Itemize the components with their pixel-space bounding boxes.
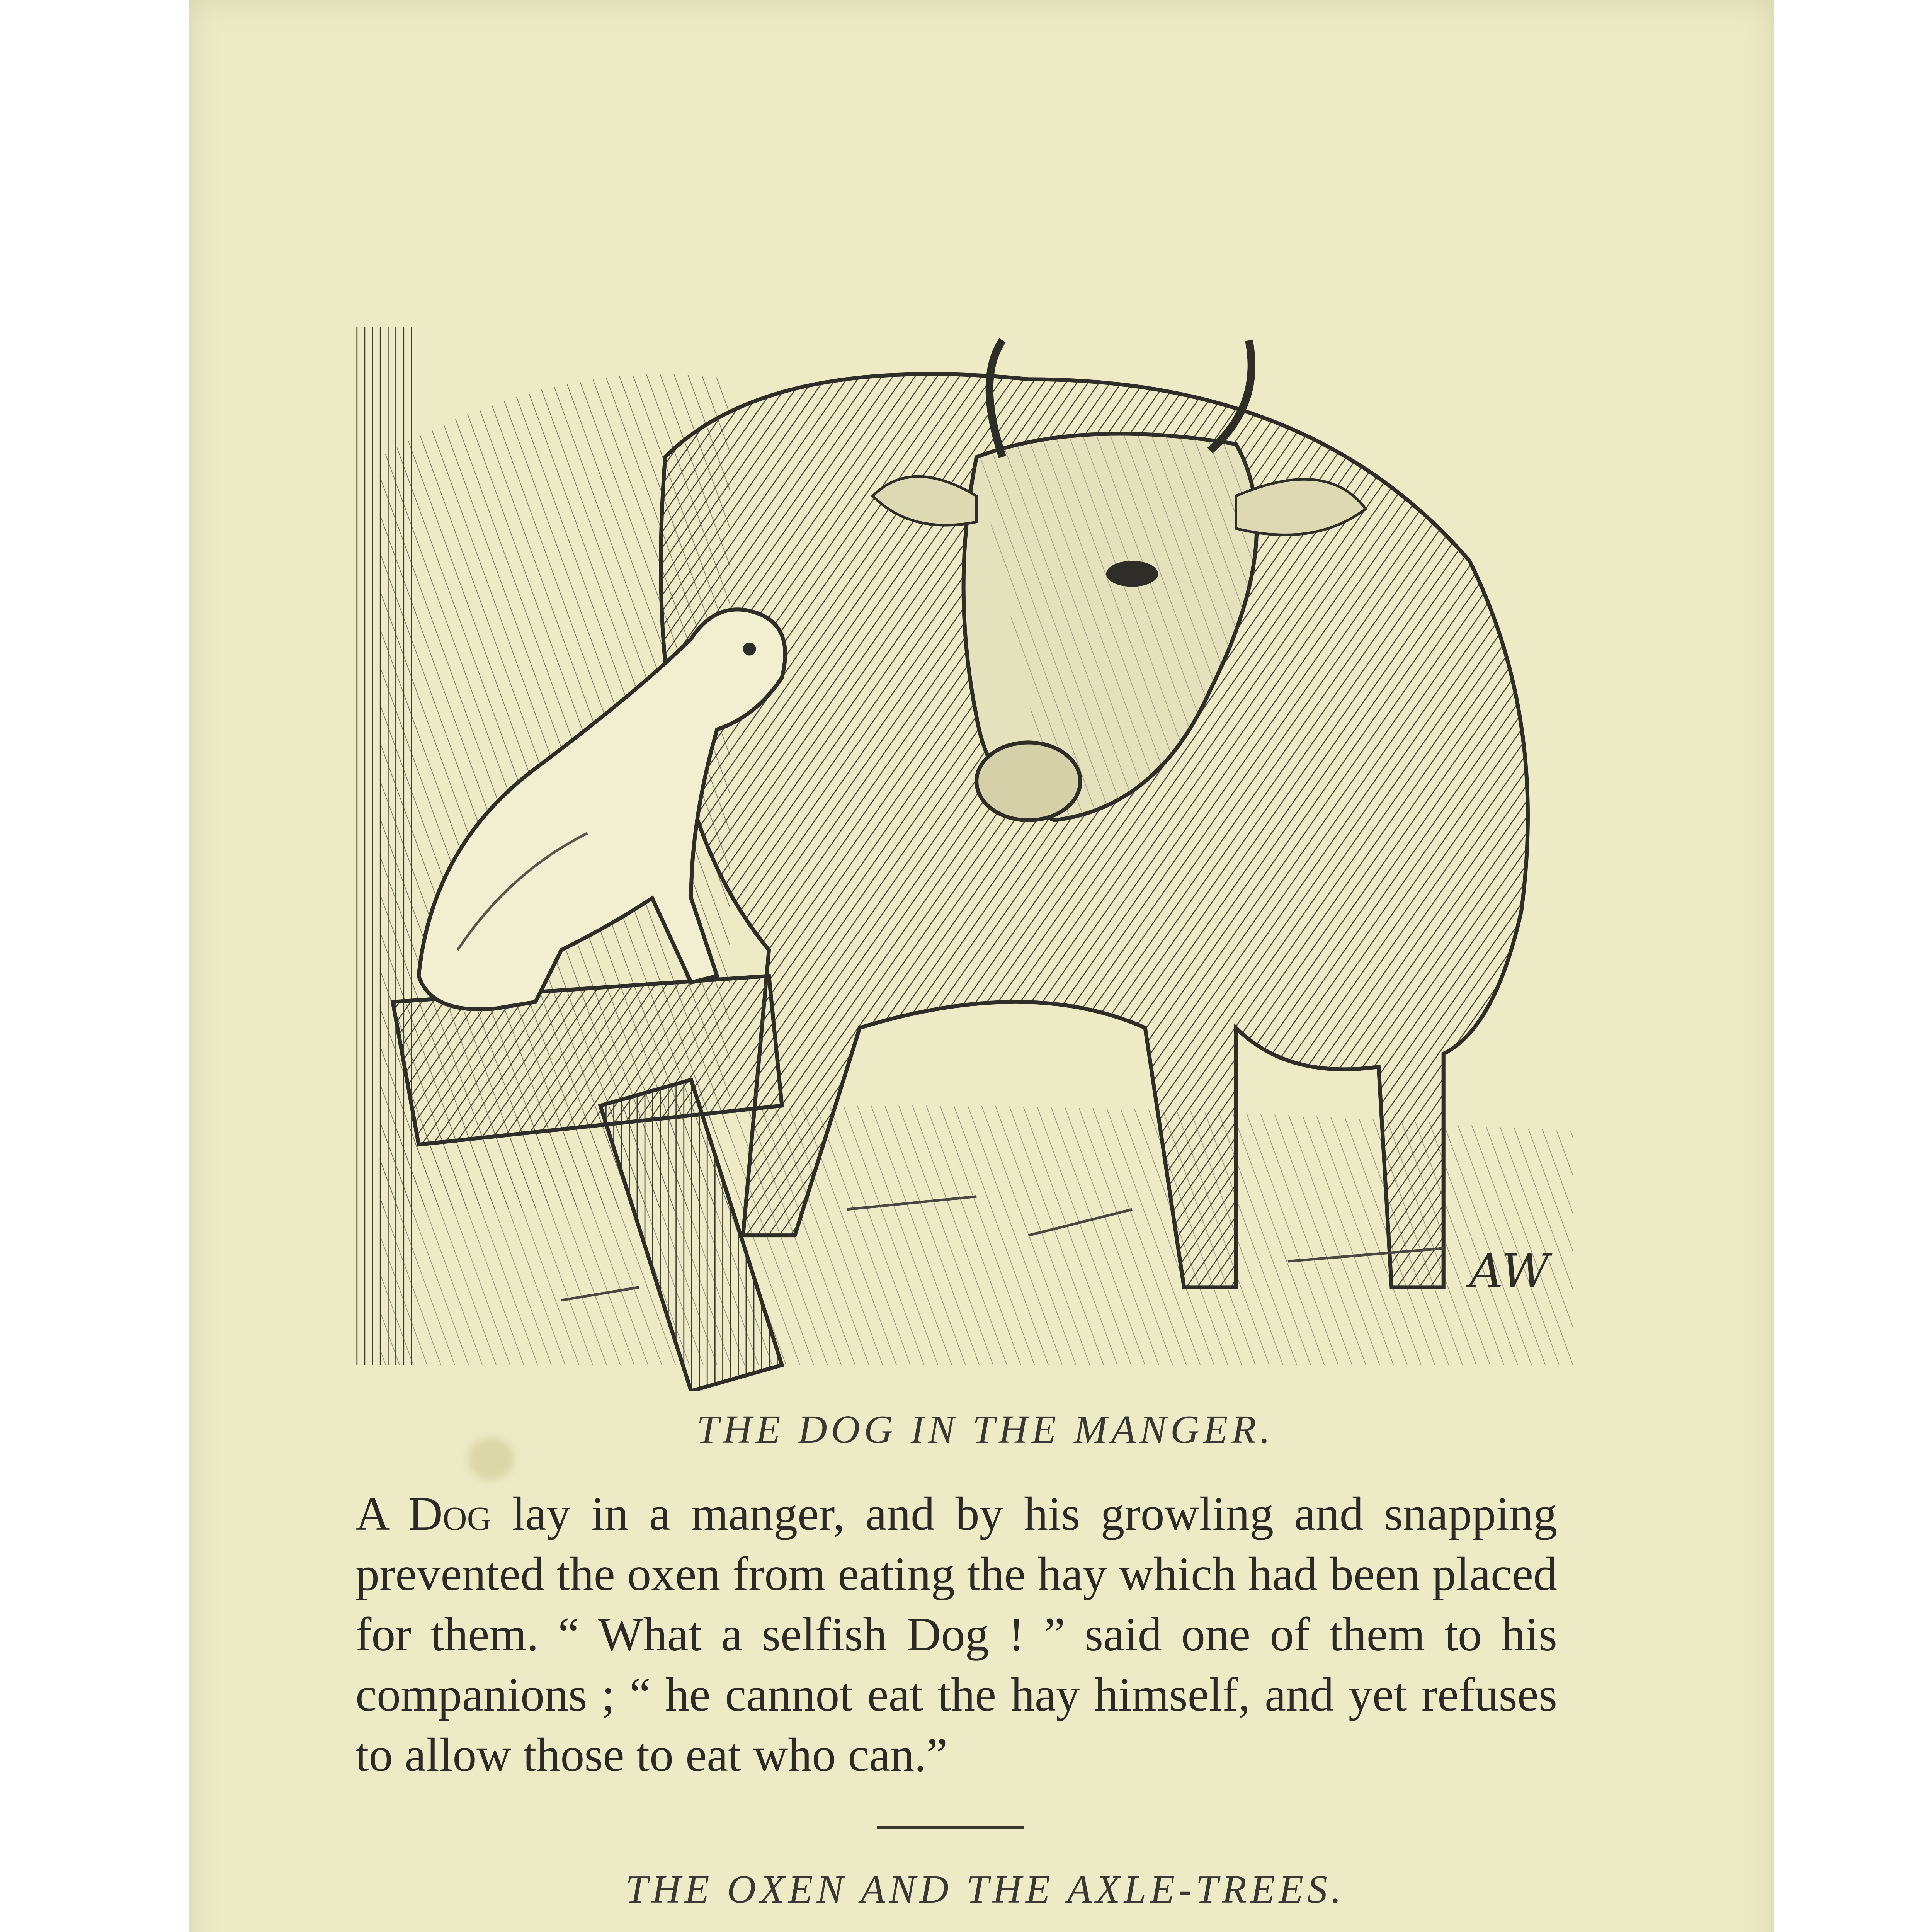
- fable-body: lay in a manger, and by his growling and snapping prevented the oxen from eating the hay which had been placed for them. “ What a selfish Dog ! ” said one of them to his companions ; “ he cannot eat the hay himself, and yet refuses to allow those to eat who can.”: [355, 1487, 1557, 1781]
- fable-title-oxen-axle-trees: THE OXEN AND THE AXLE-TREES.: [625, 1867, 1345, 1912]
- svg-text:AW: AW: [1469, 1244, 1549, 1299]
- fable-lead: A: [355, 1487, 408, 1540]
- engraving-illustration: [301, 301, 1600, 1391]
- section-divider: [877, 1826, 1024, 1829]
- fable-lead-smallcaps: Dog: [408, 1487, 492, 1540]
- fable-title-dog-in-manger: THE DOG IN THE MANGER.: [697, 1407, 1274, 1452]
- fable-text-dog-in-manger: [355, 1484, 1557, 1785]
